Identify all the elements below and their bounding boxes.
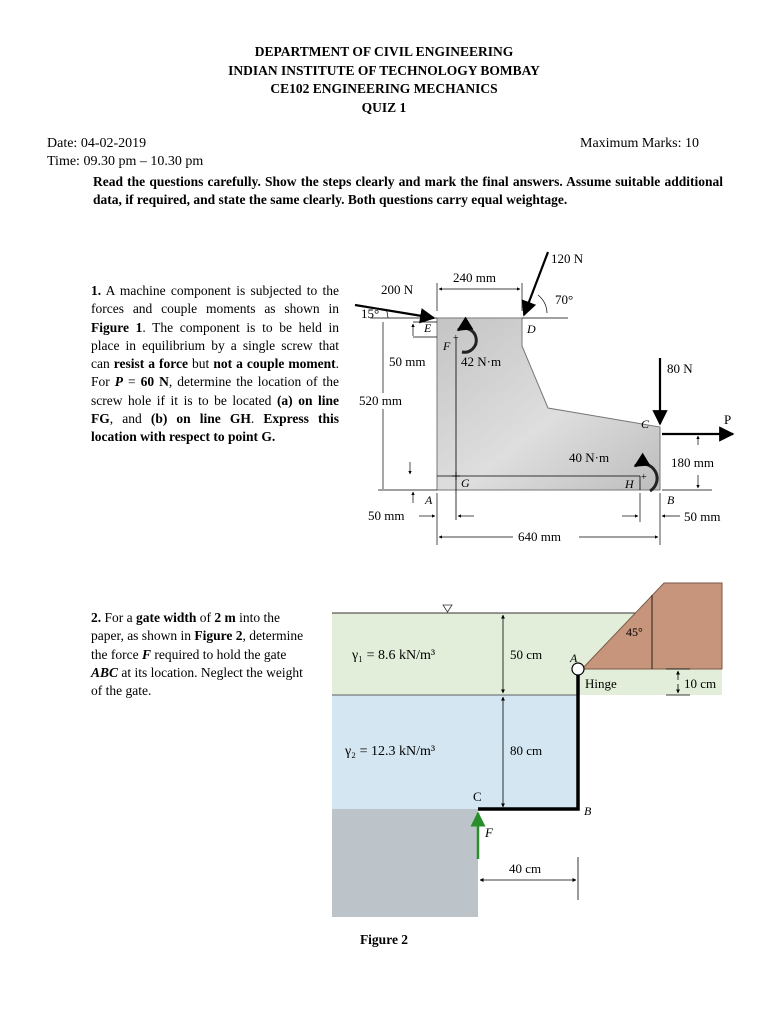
q2-number: 2. bbox=[91, 610, 102, 625]
point-c: C bbox=[641, 417, 650, 431]
figure-2 bbox=[332, 583, 722, 917]
q2-text: , determine the force bbox=[91, 628, 304, 662]
label-force-f: F bbox=[485, 825, 493, 840]
q1-bold: Express this location with respect to point G. bbox=[91, 411, 339, 445]
label-p: P bbox=[724, 412, 732, 427]
q1-text: . bbox=[250, 411, 264, 427]
point-h: H bbox=[625, 477, 634, 491]
svg-text:+: + bbox=[641, 472, 647, 483]
label-gamma2: γ₂ = 12.3 kN/m³ bbox=[345, 744, 436, 759]
instructions: Read the questions carefully. Show the steps clearly and mark the final answers. Assume suitable additional data, if required, and state the same clearly. Both questions carry equal weightage. bbox=[93, 174, 723, 208]
q2-bold: gate width bbox=[136, 610, 197, 625]
label-50mm-right: 50 mm bbox=[684, 509, 721, 524]
point-a: A bbox=[425, 493, 433, 507]
q2-text: of bbox=[196, 610, 215, 625]
ground-block bbox=[332, 809, 478, 917]
q1-text: . For bbox=[91, 356, 339, 390]
q1-text: A machine component is subjected to the forces and couple moments as shown in bbox=[91, 283, 339, 317]
label-gamma1: γ₁ = 8.6 kN/m³ bbox=[352, 648, 436, 663]
q1-bold: (a) on line FG bbox=[91, 392, 339, 427]
point-b: B bbox=[667, 493, 675, 507]
q1-number: 1. bbox=[91, 283, 102, 298]
gate-point-c: C bbox=[473, 789, 482, 804]
machine-component bbox=[437, 318, 660, 490]
label-180mm: 180 mm bbox=[671, 455, 714, 470]
quiz-title: QUIZ 1 bbox=[361, 99, 407, 115]
q2-text: For a bbox=[101, 610, 136, 625]
svg-text:+: + bbox=[453, 333, 459, 344]
point-e: E bbox=[424, 321, 432, 335]
q1-text: = bbox=[123, 374, 141, 390]
q1-text: . The component is to be held in place in equilibrium by a single screw that can bbox=[91, 319, 339, 372]
max-marks: Maximum Marks: 10 bbox=[580, 136, 699, 151]
course-line: CE102 ENGINEERING MECHANICS bbox=[270, 81, 498, 96]
force-120n-arrow bbox=[524, 252, 548, 315]
q1-text: , determine the location of the screw hole if it is to be located bbox=[91, 374, 339, 408]
label-200n: 200 N bbox=[381, 282, 414, 297]
q2-text: required to hold the gate bbox=[150, 646, 287, 662]
q2-text: at its location. Neglect the weight of the gate. bbox=[91, 664, 303, 699]
q1-bold: P bbox=[114, 374, 124, 390]
q1-bold: not a couple moment bbox=[213, 356, 336, 372]
label-10cm: 10 cm bbox=[684, 676, 717, 691]
figure-1 bbox=[355, 251, 733, 545]
label-hinge: Hinge bbox=[585, 676, 617, 691]
label-40cm: 40 cm bbox=[509, 861, 542, 876]
q1-text: , and bbox=[109, 411, 151, 427]
institute-line: INDIAN INSTITUTE OF TECHNOLOGY BOMBAY bbox=[228, 62, 540, 78]
department-line: DEPARTMENT OF CIVIL ENGINEERING bbox=[254, 44, 514, 59]
label-640mm: 640 mm bbox=[518, 529, 561, 544]
gate-point-a: A bbox=[570, 651, 578, 665]
exam-time: Time: 09.30 pm – 10.30 pm bbox=[47, 154, 204, 169]
q1-text: but bbox=[188, 356, 214, 372]
q1-bold: (b) on line GH bbox=[150, 411, 251, 427]
label-40nm: 40 N·m bbox=[569, 450, 610, 465]
point-f: F bbox=[443, 339, 451, 353]
label-70deg: 70° bbox=[555, 292, 574, 307]
q2-bold: F bbox=[141, 646, 151, 662]
gate-point-b: B bbox=[584, 804, 592, 818]
q1-bold: resist a force bbox=[113, 356, 189, 372]
label-240mm: 240 mm bbox=[453, 270, 496, 285]
label-80cm: 80 cm bbox=[510, 743, 543, 758]
q2-bold: Figure 2 bbox=[194, 628, 243, 644]
q2-bold: 2 m bbox=[214, 610, 236, 625]
label-42nm: 42 N·m bbox=[461, 354, 502, 369]
exam-date: Date: 04-02-2019 bbox=[47, 136, 147, 151]
label-15deg: 15° bbox=[361, 306, 380, 321]
label-80n: 80 N bbox=[667, 361, 693, 376]
label-50mm-left: 50 mm bbox=[368, 508, 405, 523]
label-520mm: 520 mm bbox=[359, 393, 402, 408]
q1-figure-ref: Figure 1 bbox=[91, 319, 143, 335]
q2-bold: ABC bbox=[91, 664, 119, 680]
q1-bold: 60 N bbox=[140, 374, 169, 390]
figure-2-caption: Figure 2 bbox=[359, 932, 409, 947]
label-45deg: 45° bbox=[626, 625, 643, 639]
q2-text: into the paper, as shown in bbox=[91, 610, 280, 644]
label-50mm-top: 50 mm bbox=[389, 354, 426, 369]
label-50cm: 50 cm bbox=[510, 647, 543, 662]
label-120n: 120 N bbox=[551, 251, 584, 266]
point-g: G bbox=[461, 476, 470, 490]
point-d: D bbox=[527, 322, 536, 336]
